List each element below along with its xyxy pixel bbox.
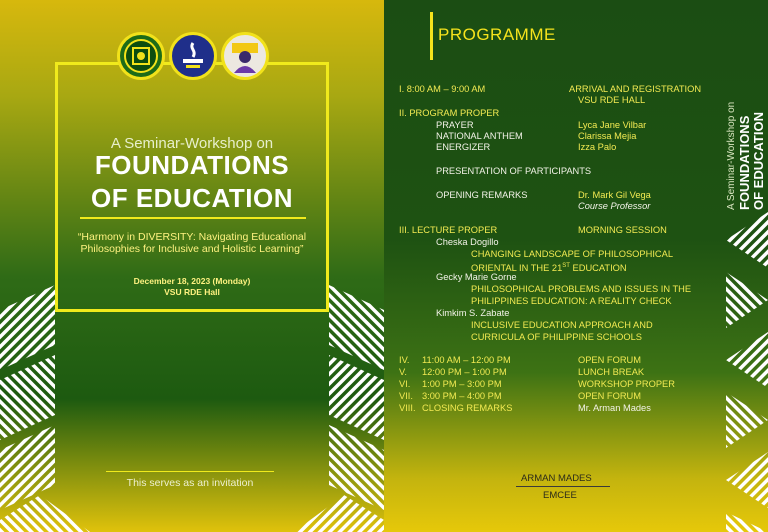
- seal-icon: [120, 35, 162, 77]
- prayer-person: Lyca Jane Vilbar: [578, 120, 647, 130]
- speaker-1: Cheska Dogillo: [436, 237, 499, 247]
- event-date-venue: [90, 276, 294, 298]
- speaker-3: Kimkim S. Zabate: [436, 308, 510, 318]
- prayer-label: PRAYER: [436, 120, 474, 130]
- main-title-line2: OF EDUCATION: [91, 183, 293, 213]
- topic-3-line1: INCLUSIVE EDUCATION APPROACH AND: [471, 320, 653, 330]
- topic-1-line1: CHANGING LANDSCAPE OF PHILOSOPHICAL: [471, 249, 673, 259]
- university-seal-logo: [117, 32, 165, 80]
- item-4-time: 11:00 AM – 12:00 PM: [422, 355, 511, 365]
- topic-3-line2: CURRICULA OF PHILIPPINE SCHOOLS: [471, 332, 642, 342]
- presentation-label: PRESENTATION OF PARTICIPANTS: [436, 166, 592, 176]
- item-7-activity: OPEN FORUM: [578, 391, 642, 401]
- torch-icon: [172, 35, 214, 77]
- anthem-person: Clarissa Mejia: [578, 131, 637, 141]
- main-title-line1: FOUNDATIONS: [94, 150, 290, 180]
- speaker-2: Gecky Marie Gorne: [436, 272, 517, 282]
- emcee-signature-line: [516, 486, 610, 487]
- item-8-label: CLOSING REMARKS: [422, 403, 513, 413]
- item-5-activity: LUNCH BREAK: [578, 367, 645, 377]
- item-5-num: V.: [399, 367, 407, 377]
- college-seal-logo: [221, 32, 269, 80]
- item-5-time: 12:00 PM – 1:00 PM: [422, 367, 507, 377]
- heading-accent-bar: [430, 12, 433, 60]
- side-title-small: A Seminar-Workshop on: [726, 101, 737, 210]
- anthem-label: NATIONAL ANTHEM: [436, 131, 523, 141]
- invitation-note: This serves as an invitation: [126, 477, 254, 489]
- side-title: [726, 50, 766, 210]
- topic-1-tail: EDUCATION: [569, 263, 627, 274]
- teacher-education-seal-logo: [169, 32, 217, 80]
- emcee-role: EMCEE: [543, 490, 577, 501]
- event-date: December 18, 2023 (Monday): [133, 276, 251, 286]
- item-6-num: VI.: [399, 379, 411, 389]
- energizer-label: ENERGIZER: [436, 142, 491, 152]
- item-4-activity: OPEN FORUM: [578, 355, 642, 365]
- item-7-num: VII.: [399, 391, 413, 401]
- programme-heading: PROGRAMME: [438, 25, 556, 44]
- seminar-theme: “Harmony in DIVERSITY: Navigating Educational Philosophies for Inclusive and Holistic Learning”: [77, 231, 307, 255]
- topic-1-sup: ST: [562, 263, 570, 269]
- item-6-activity: WORKSHOP PROPER: [578, 379, 675, 389]
- side-title-line2: OF EDUCATION: [751, 112, 766, 210]
- figure-icon: [224, 35, 266, 77]
- section-1-activity: ARRIVAL AND REGISTRATION: [569, 84, 702, 94]
- item-8-num: VIII.: [399, 403, 416, 413]
- topic-1-text: ORIENTAL IN THE 21: [471, 263, 563, 274]
- opening-remarks-label: OPENING REMARKS: [436, 190, 528, 200]
- opening-remarks-role: Course Professor: [578, 201, 651, 211]
- emcee-name: ARMAN MADES: [521, 473, 592, 484]
- item-6-time: 1:00 PM – 3:00 PM: [422, 379, 502, 389]
- title-underline: [80, 217, 306, 219]
- item-7-time: 3:00 PM – 4:00 PM: [422, 391, 502, 401]
- pre-title: A Seminar-Workshop on: [110, 135, 274, 152]
- item-8-person: Mr. Arman Mades: [578, 403, 651, 413]
- section-1-venue: VSU RDE HALL: [578, 95, 646, 105]
- event-venue: VSU RDE Hall: [164, 287, 220, 297]
- energizer-person: Izza Palo: [578, 142, 617, 152]
- triangle-pattern-left: [0, 285, 384, 532]
- triangle-pattern-right: [726, 212, 768, 532]
- opening-remarks-person: Dr. Mark Gil Vega: [578, 190, 651, 200]
- topic-2-line1: PHILOSOPHICAL PROBLEMS AND ISSUES IN THE: [471, 284, 692, 294]
- section-2-label: II. PROGRAM PROPER: [399, 108, 500, 118]
- section-1-time: I. 8:00 AM – 9:00 AM: [399, 84, 486, 94]
- item-4-num: IV.: [399, 355, 410, 365]
- invitation-rule: [106, 471, 274, 472]
- section-3-session: MORNING SESSION: [578, 225, 667, 235]
- side-title-line1: FOUNDATIONS: [737, 115, 752, 210]
- topic-2-line2: PHILIPPINES EDUCATION: A REALITY CHECK: [471, 296, 672, 306]
- section-3-label: III. LECTURE PROPER: [399, 225, 498, 235]
